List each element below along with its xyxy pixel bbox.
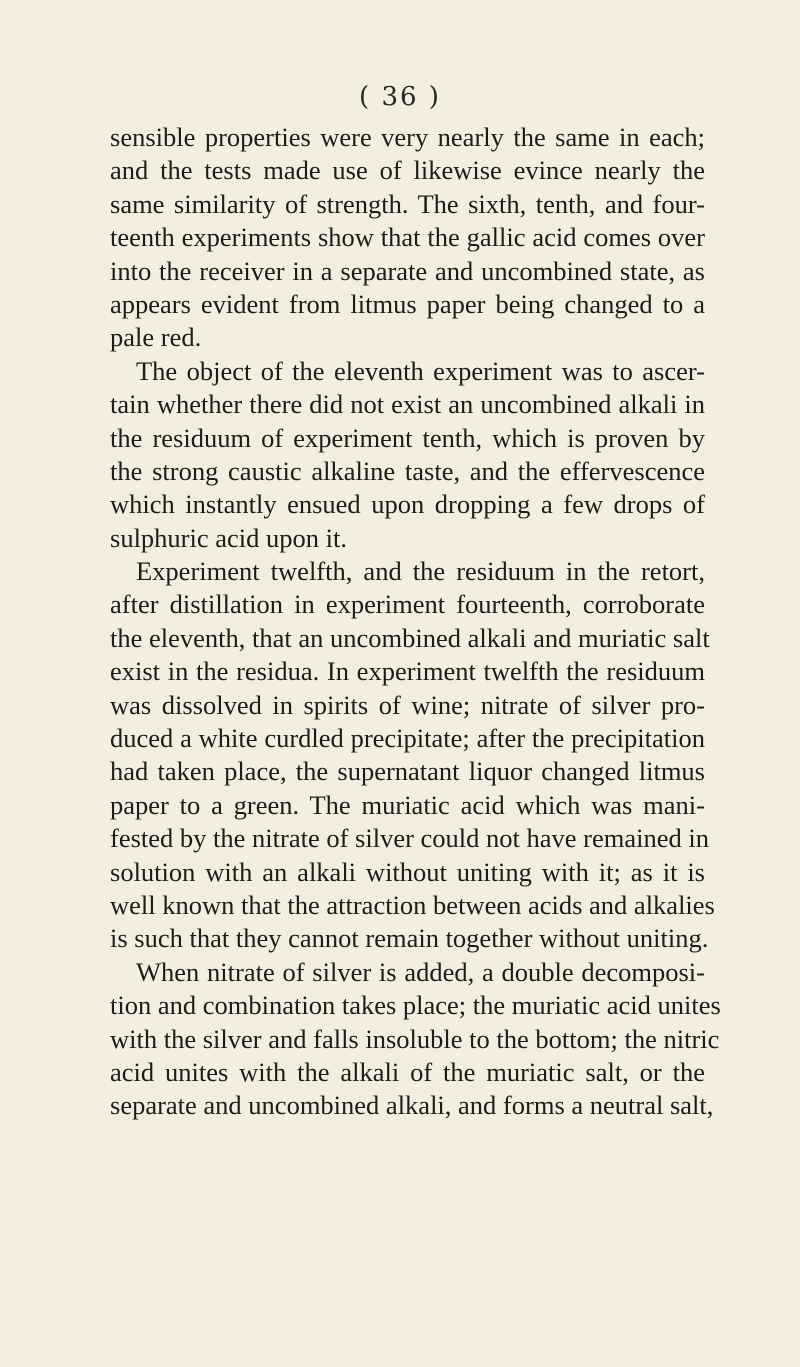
- text-line: paper to a green. The muriatic acid which was mani-: [110, 789, 705, 820]
- text-line: was dissolved in spirits of wine; nitrate of silver pro-: [110, 689, 705, 720]
- text-line: Experiment twelfth, and the residuum in the retort,: [136, 556, 705, 587]
- text-line: after distillation in experiment fourteenth, corroborate: [110, 589, 705, 620]
- text-line: sulphuric acid upon it.: [110, 522, 347, 553]
- body-text: [110, 121, 721, 1123]
- text-line: tain whether there did not exist an uncombined alkali in: [110, 389, 705, 420]
- text-line: and the tests made use of likewise evince nearly the: [110, 155, 705, 186]
- text-line: separate and uncombined alkali, and forms a neutral salt,: [110, 1090, 714, 1121]
- text-line: acid unites with the alkali of the muriatic salt, or the: [110, 1056, 705, 1087]
- text-line: with the silver and falls insoluble to the bottom; the nitric: [110, 1023, 720, 1054]
- text-line: sensible properties were very nearly the same in each;: [110, 122, 705, 152]
- text-line: appears evident from litmus paper being changed to a: [110, 288, 705, 319]
- text-line: same similarity of strength. The sixth, tenth, and four-: [110, 188, 705, 219]
- text-line: is such that they cannot remain together without uniting.: [110, 923, 709, 954]
- text-line: had taken place, the supernatant liquor changed litmus: [110, 756, 705, 787]
- text-line: pale red.: [110, 322, 202, 353]
- text-line: solution with an alkali without uniting with it; as it is: [110, 856, 705, 887]
- text-line: fested by the nitrate of silver could not have remained in: [110, 823, 709, 854]
- text-line: The object of the eleventh experiment was to ascer-: [136, 355, 705, 386]
- text-line: the residuum of experiment tenth, which is proven by: [110, 422, 705, 453]
- text-line: exist in the residua. In experiment twelfth the residuum: [110, 656, 705, 687]
- text-line: into the receiver in a separate and uncombined state, as: [110, 255, 705, 286]
- text-line: When nitrate of silver is added, a double decomposi-: [136, 956, 705, 987]
- text-line: well known that the attraction between acids and alkalies: [110, 889, 715, 920]
- text-line: the strong caustic alkaline taste, and the effervescence: [110, 455, 705, 486]
- text-line: duced a white curdled precipitate; after the precipitation: [110, 723, 705, 754]
- text-line: which instantly ensued upon dropping a few drops of: [110, 489, 705, 520]
- text-line: teenth experiments show that the gallic acid comes over: [110, 222, 705, 253]
- page-number: ( 36 ): [359, 82, 441, 112]
- text-line: tion and combination takes place; the muriatic acid unites: [110, 990, 721, 1021]
- text-line: the eleventh, that an uncombined alkali and muriatic salt: [110, 622, 710, 653]
